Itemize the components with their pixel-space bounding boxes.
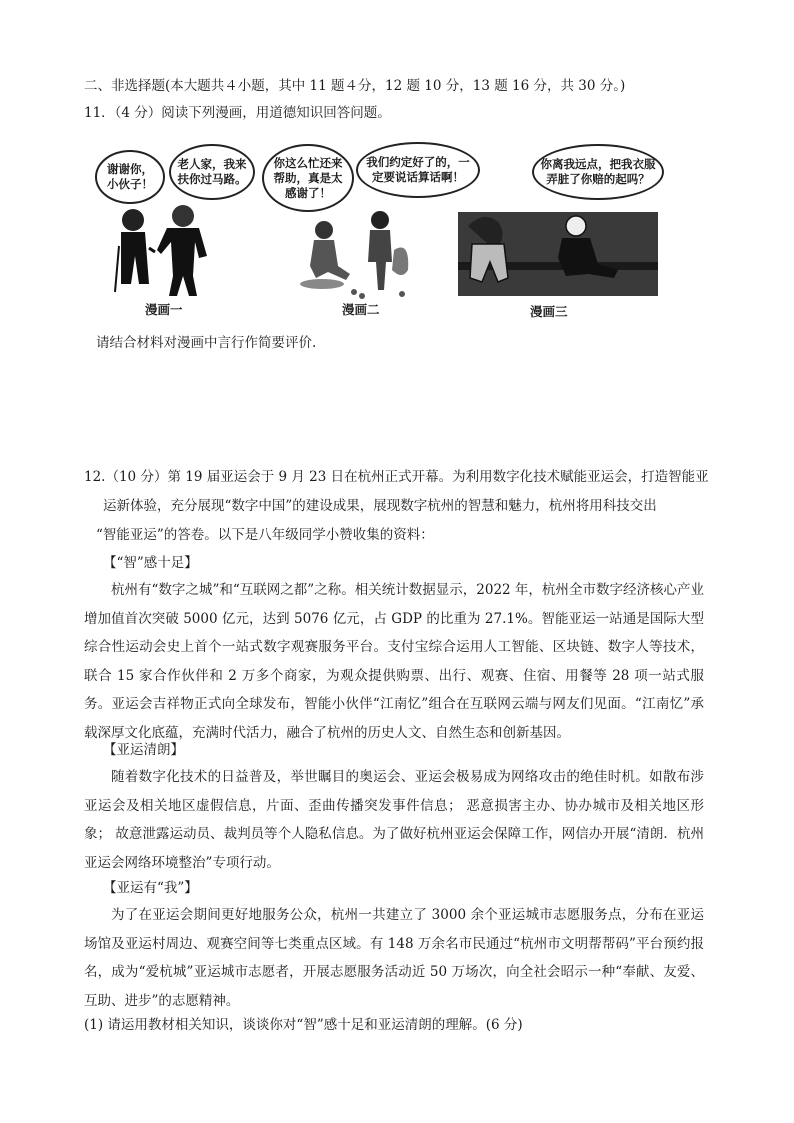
section-heading-smart: 【“智”感十足】 bbox=[103, 555, 198, 571]
question-12-intro-line-3: “智能亚运”的答卷。以下是八年级同学小赞收集的资料： bbox=[96, 527, 434, 543]
comic-two-figures-illustration bbox=[262, 200, 482, 310]
paragraph-clear: 随着数字化技术的日益普及，举世瞩目的奥运会、亚运会极易成为网络攻击的绝佳时机。如散布涉亚运会及相关地区虚假信息，片面、歪曲传播突发事件信息； 恶意损害主办、协办城市及相关地区形象； 故意泄露运动员、裁判员等个人隐私信息。为了做好杭州亚运会保障工作，网信办开展“清朗．杭州亚运会网络环境整治”专项行动。 bbox=[84, 769, 704, 871]
comic-one-bubble-elder: 谢谢你，小伙子！ bbox=[95, 150, 165, 204]
section-header: 二、非选择题(本大题共４小题，其中 11 题４分，12 题 10 分，13 题 16 分，共 30 分。) bbox=[84, 78, 626, 94]
question-12-intro-line-2: 运新体验，充分展现“数字中国”的建设成果，展现数字杭州的智慧和魅力，杭州将用科技交出 bbox=[103, 498, 657, 514]
section-heading-clear: 【亚运清朗】 bbox=[103, 742, 184, 758]
comic-two bbox=[262, 138, 482, 320]
comic-one-caption: 漫画一 bbox=[145, 302, 183, 317]
paragraph-smart: 杭州有“数字之城”和“互联网之都”之称。相关统计数据显示，2022 年，杭州全市数字经济核心产业增加值首次突破 5000 亿元，达到 5076 亿元，占 GDP 的比重为 27.1%。智能亚运一站通是国际大型综合性运动会史上首个一站式数字观赛服务平台。支付宝综合运用人工智能、区块链、数字人等技术，联合 15 家合作伙伴和 2 万多个商家，为观众提供购票、出行、观赛、住宿、用餐等 28 项一站式服务。亚运会吉祥物正式向全球发布，智能小伙伴“江南忆”组合在互联网云端与网友们见面。“江南忆”承载深厚文化底蕴，充满时代活力，融合了杭州的历史人文、自然生态和创新基因。 bbox=[84, 582, 704, 741]
comic-two-bubble-left: 你这么忙还来帮助，真是太感谢了！ bbox=[262, 144, 354, 212]
question-11-prompt: 请结合材料对漫画中言行作简要评价. bbox=[96, 335, 317, 351]
comic-three bbox=[458, 140, 668, 320]
comic-two-bubble-right: 我们约定好了的，一定要说话算话啊！ bbox=[356, 142, 480, 198]
comic-one bbox=[95, 140, 245, 320]
comic-three-bubble: 你离我远点，把我衣服弄脏了你赔的起吗？ bbox=[532, 144, 664, 200]
comic-one-bubble-youth: 老人家，我来扶你过马路。 bbox=[169, 144, 255, 200]
question-12-intro-line-1: 12.（10 分）第 19 届亚运会于 9 月 23 日在杭州正式开幕。为利用数字化技术赋能亚运会，打造智能亚 bbox=[84, 469, 709, 485]
comic-three-caption: 漫画三 bbox=[530, 304, 568, 319]
question-11-title: 11．（4 分）阅读下列漫画，用道德知识回答问题。 bbox=[84, 105, 391, 121]
paragraph-me: 为了在亚运会期间更好地服务公众，杭州一共建立了 3000 余个亚运城市志愿服务点，分布在亚运场馆及亚运村周边、观赛空间等七类重点区域。有 148 万余名市民通过“杭州市文明帮帮码”平台预约报名，成为“爱杭城”亚运城市志愿者，开展志愿服务活动近 50 万场次，向全社会昭示一种“奉献、友爱、互助、进步”的志愿精神。 bbox=[84, 907, 704, 1009]
question-12-subquestion-1: (1) 请运用教材相关知识，谈谈你对“智”感十足和亚运清朗的理解。(6 分) bbox=[84, 1017, 523, 1033]
comic-three-bench-scene-illustration bbox=[458, 192, 663, 296]
comic-two-caption: 漫画二 bbox=[342, 302, 380, 317]
comic-one-figures-illustration bbox=[95, 196, 245, 316]
section-heading-me: 【亚运有“我”】 bbox=[103, 880, 198, 896]
